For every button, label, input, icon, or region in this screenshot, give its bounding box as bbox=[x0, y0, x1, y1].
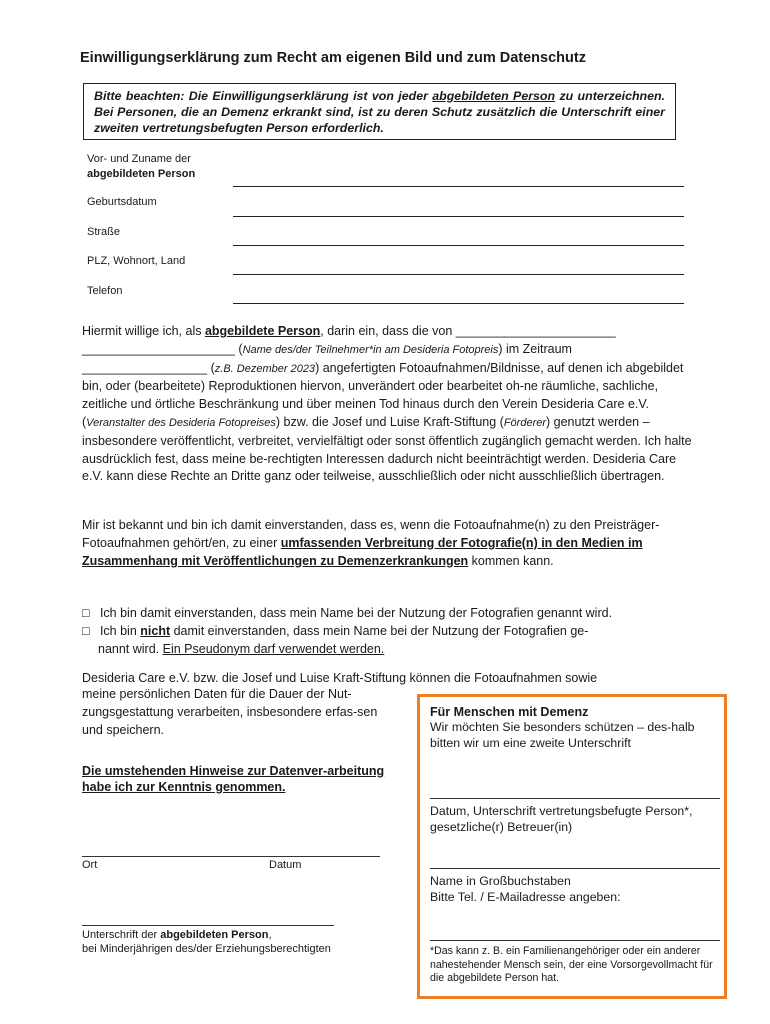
representative-label: Datum, Unterschrift vertretungsbefugte Person*, gesetzliche(r) Betreuer(in) bbox=[430, 804, 693, 834]
representative-signature-line[interactable] bbox=[430, 798, 720, 799]
street-label: Straße bbox=[87, 226, 121, 238]
dementia-heading: Für Menschen mit Demenz bbox=[430, 705, 589, 719]
page-title: Einwilligungserklärung zum Recht am eigenen Bild und zum Datenschutz bbox=[80, 50, 586, 66]
dementia-footnote: *Das kann z. B. ein Familienangehöriger oder ein anderer nahestehender Mensch sein, der eine Vorsorgevollmacht für die abgebildete Person hat. bbox=[430, 945, 713, 984]
signature-label: Unterschrift der abgebildeten Person, bei Minderjährigen des/der Erziehungsberechtigten bbox=[82, 929, 331, 955]
representative-name-line[interactable] bbox=[430, 868, 720, 869]
street-field[interactable] bbox=[233, 245, 684, 246]
name-consent-option[interactable]: □ Ich bin damit einverstanden, dass mein Name bei der Nutzung der Fotografien genannt wird. bbox=[82, 605, 692, 623]
date-label: Datum bbox=[269, 859, 302, 871]
signature-line[interactable] bbox=[82, 925, 334, 926]
checkbox-icon[interactable]: □ bbox=[82, 606, 90, 620]
phone-field[interactable] bbox=[233, 303, 684, 304]
birthdate-field[interactable] bbox=[233, 216, 684, 217]
contact-line[interactable] bbox=[430, 940, 720, 941]
data-processing-text: meine persönlichen Daten für die Dauer der Nut-zungsgestattung verarbeiten, insbesondere erfas-sen und speichern. bbox=[82, 687, 378, 737]
city-label: PLZ, Wohnort, Land bbox=[87, 255, 186, 267]
checkbox-icon[interactable]: □ bbox=[82, 624, 90, 638]
birthdate-label: Geburtsdatum bbox=[87, 196, 157, 208]
notice-box: Bitte beachten: Die Einwilligungserklärung ist von jeder abgebildeten Person zu unterzeichnen. Bei Personen, die an Demenz erkrankt sind, ist zu deren Schutz zusätzlich die Unterschrift einer zweiten vertretungsbefugten Person erforderlich. bbox=[83, 83, 676, 140]
data-processing-line1: Desideria Care e.V. bzw. die Josef und Luise Kraft-Stiftung können die Fotoaufnahmen sowie bbox=[82, 671, 598, 685]
phone-label: Telefon bbox=[87, 285, 123, 297]
name-refusal-option[interactable]: □ Ich bin nicht damit einverstanden, dass mein Name bei der Nutzung der Fotografien ge- nannt wird. Ein Pseudonym darf verwendet werden. bbox=[82, 624, 589, 656]
representative-name-label: Name in Großbuchstaben Bitte Tel. / E-Mailadresse angeben: bbox=[430, 874, 621, 904]
acknowledgement: Die umstehenden Hinweise zur Datenver-arbeitung habe ich zur Kenntnis genommen. bbox=[82, 764, 385, 794]
consent-paragraph: Hiermit willige ich, als abgebildete Person, darin ein, dass die von _______________________ ______________________ (Name des/der Teilnehmer*in am Desideria Fotopreis) im Zeitraum __________________ (z.B. Dezember 2023) angefertigten Fotoaufnahmen/Bildnisse, auf denen ich abgebildet bin, oder (bearbeitete) Reproduktionen hiervon, unverändert oder bearbeitet oh-ne räumliche, sachliche, zeitliche und örtliche Beschränkung und über meinen Tod hinaus durch den Verein Desideria Care e.V. (Veranstalter des Desideria Fotopreises) bzw. die Josef und Luise Kraft-Stiftung (Förderer) genutzt werden – insbesondere veröffentlicht, verbreitet, vervielfältigt oder sonst öffentlich zugänglich gemacht werden. Ich halte ausdrücklich fest, dass meine be-rechtigten Interessen dadurch nicht beeinträchtigt werden. Desideria Care e.V. kann diese Rechte an Dritte ganz oder teilweise, ausschließlich oder nicht ausschließlich übertragen. bbox=[82, 324, 692, 484]
dementia-intro: Wir möchten Sie besonders schützen – des-halb bitten wir um eine zweite Unterschrift bbox=[430, 720, 695, 750]
place-label: Ort bbox=[82, 859, 98, 871]
name-label: Vor- und Zuname der abgebildeten Person bbox=[87, 153, 196, 180]
name-field[interactable] bbox=[233, 186, 684, 187]
distribution-paragraph: Mir ist bekannt und bin ich damit einverstanden, dass es, wenn die Fotoaufnahme(n) zu den Preisträger-Fotoaufnahmen gehört/en, zu einer umfassenden Verbreitung der Fotografie(n) in den Medien im Zusammenhang mit Veröffentlichungen zu Demenzerkrankungen kommen kann. bbox=[82, 518, 660, 568]
dementia-box bbox=[417, 694, 727, 999]
place-date-line[interactable] bbox=[82, 856, 380, 857]
city-field[interactable] bbox=[233, 274, 684, 275]
